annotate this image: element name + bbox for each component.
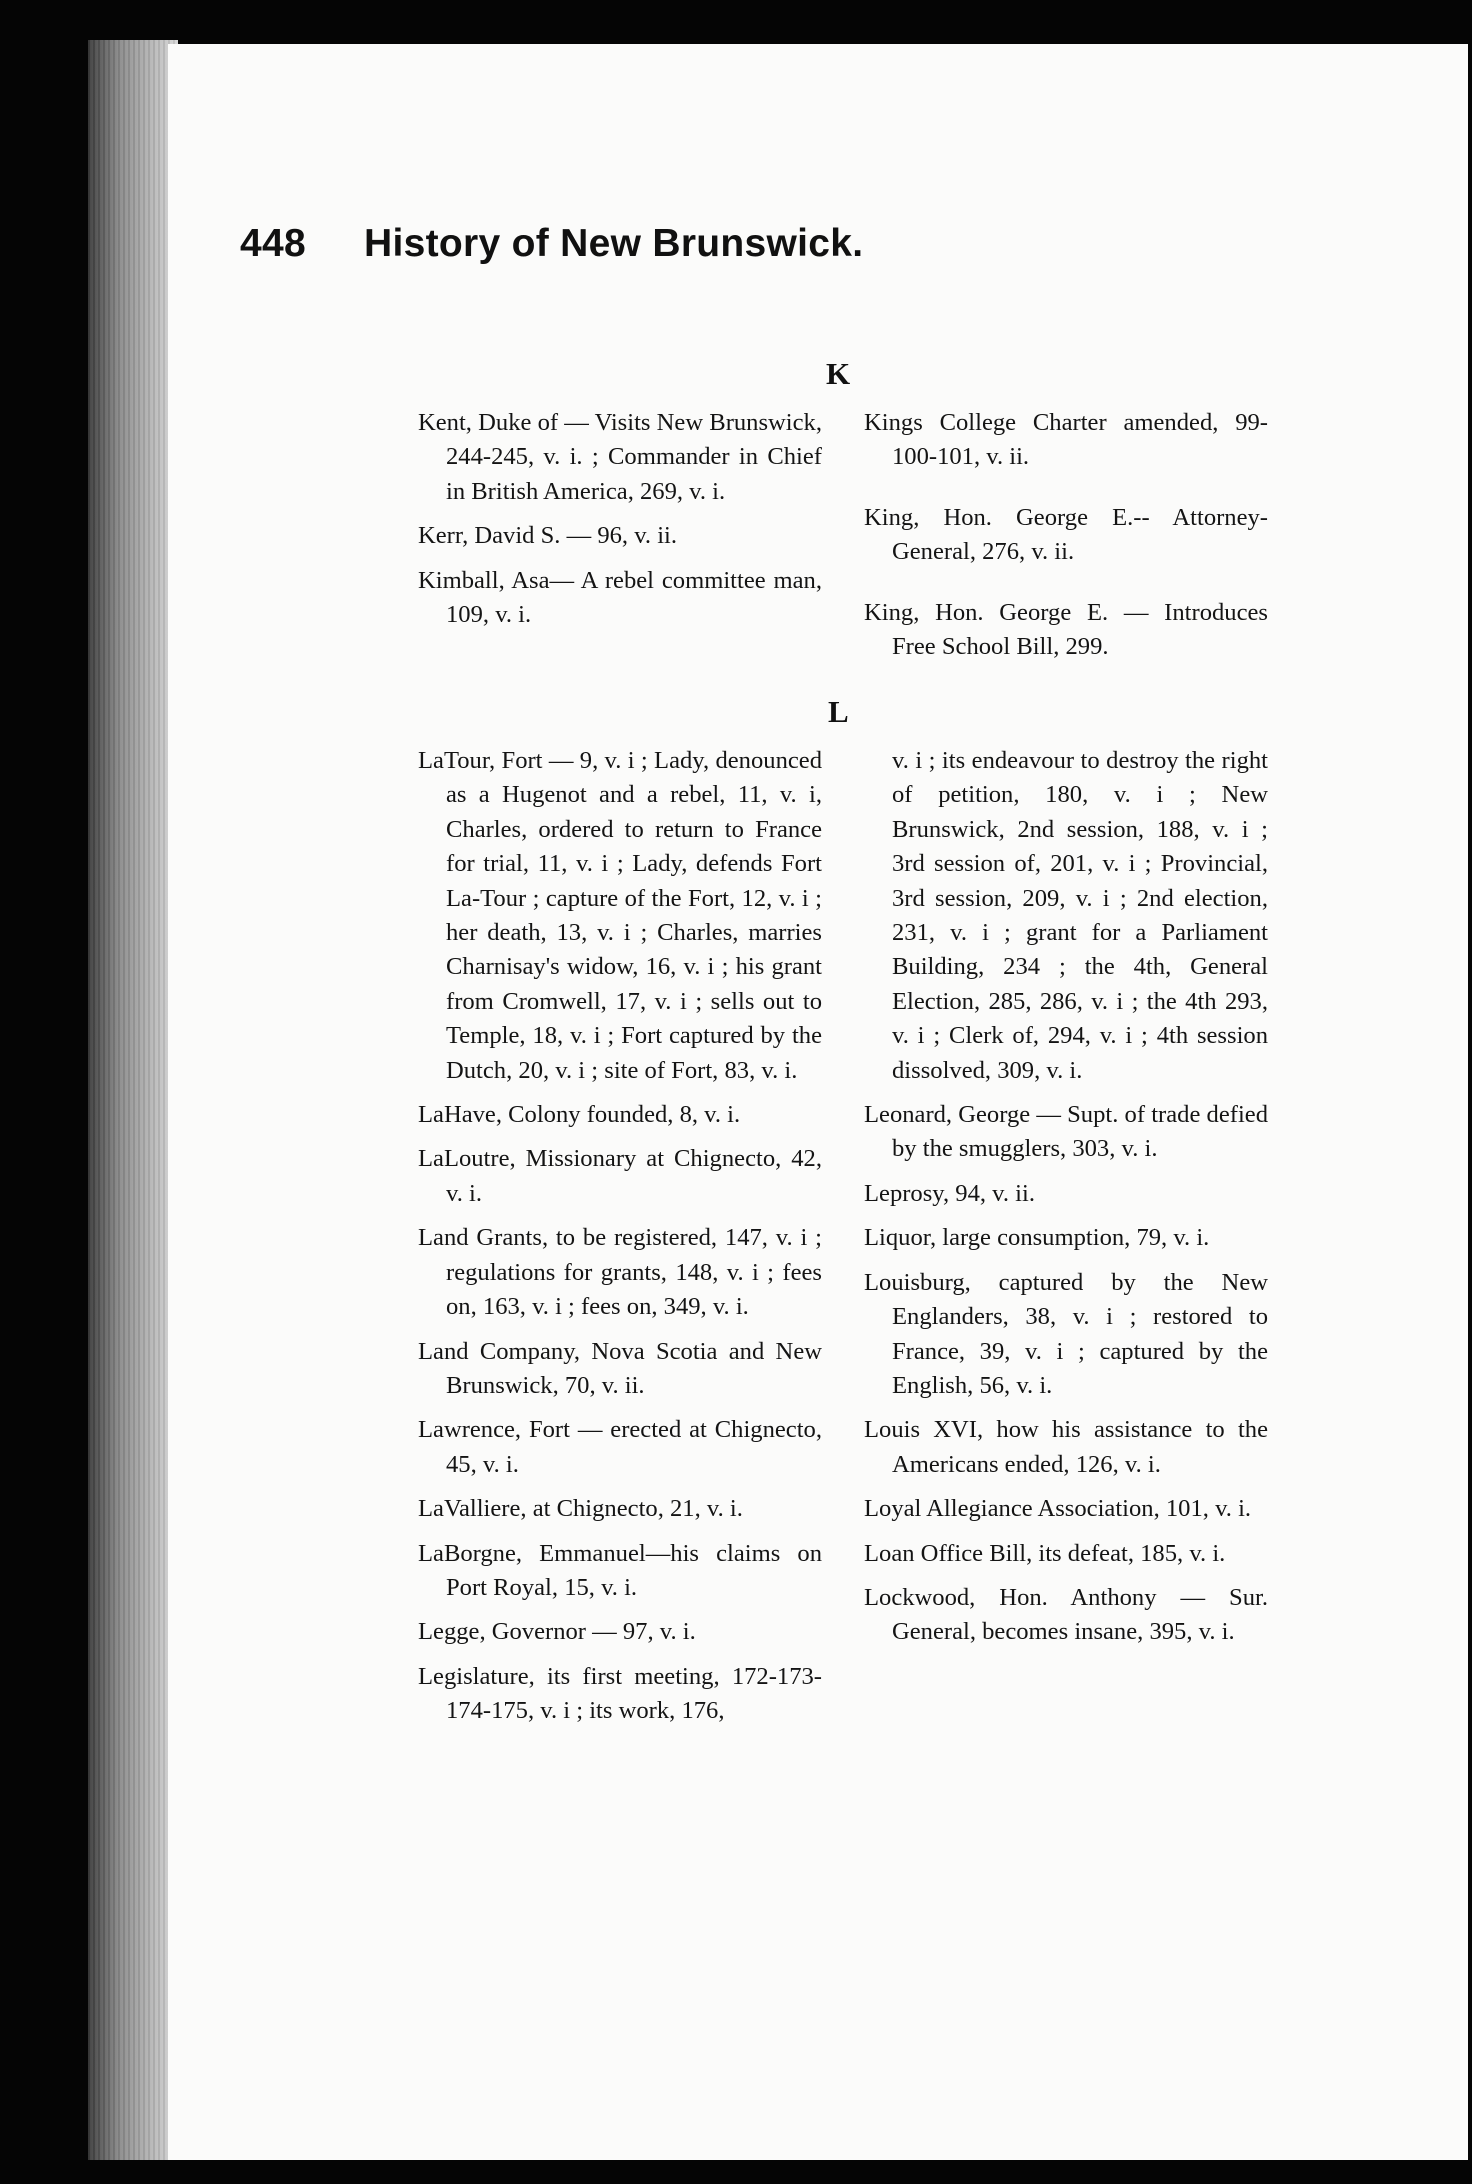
index-entry: Land Grants, to be registered, 147, v. i ; regulations for grants, 148, v. i ; fees on, 163, v. i ; fees on, 349, v. i. [418,1224,822,1321]
index-entry: Loan Office Bill, its defeat, 185, v. i. [864,1539,1226,1567]
index-entry: LaHave, Colony founded, 8, v. i. [418,1101,741,1129]
running-head [240,222,1140,266]
section-letter-l: L [828,694,849,729]
column-right-k [864,406,1268,674]
index-entry: Louis XVI, how his assistance to the Americans ended, 126, v. i. [864,1416,1268,1478]
index-entry: King, Hon. George E.-- Attorney-General, 276, v. ii. [864,503,1268,566]
index-entry: Kent, Duke of — Visits New Brunswick, 244-245, v. i. ; Commander in Chief in British America, 269, v. i. [418,409,822,505]
column-left-l [418,744,822,1739]
index-entry: LaLoutre, Missionary at Chignecto, 42, v. i. [418,1145,822,1207]
index-entry: Leonard, George — Supt. of trade defied by the smugglers, 303, v. i. [864,1101,1268,1163]
column-right-l [864,744,1268,1660]
column-left-k [418,406,822,642]
index-entry: Lockwood, Hon. Anthony — Sur. General, becomes insane, 395, v. i. [864,1583,1268,1646]
index-entry: Land Company, Nova Scotia and New Brunswick, 70, v. ii. [418,1337,822,1399]
index-entry: LaBorgne, Emmanuel—his claims on Port Royal, 15, v. i. [418,1539,822,1601]
index-entry: Legge, Governor — 97, v. i. [418,1618,696,1646]
index-entry: Legislature, its first meeting, 172-173-174-175, v. i ; its work, 176, [418,1662,822,1725]
index-entry: Kerr, David S. — 96, v. ii. [418,522,678,550]
index-entry: Kings College Charter amended, 99-100-101, v. ii. [864,409,1268,471]
index-entry: Louisburg, captured by the New Englanders, 38, v. i ; restored to France, 39, v. i ; captured by the English, 56, v. i. [864,1268,1268,1399]
section-letter-k: K [826,356,851,391]
index-entry: LaValliere, at Chignecto, 21, v. i. [418,1495,743,1523]
index-entry-continued: v. i ; its endeavour to destroy the right of petition, 180, v. i ; New Brunswick, 2nd session, 188, v. i ; 3rd session of, 201, v. i ; Provincial, 3rd session, 209, v. i ; 2nd election, 231, v. i ; grant for a Parliament Building, 234 ; the 4th, General Election, 285, 286, v. i ; the 4th 293, v. i ; Clerk of, 294, v. i ; 4th session dissolved, 309, v. i. [892,747,1268,1084]
index-entry: Liquor, large consumption, 79, v. i. [864,1224,1210,1252]
index-entry: Lawrence, Fort — erected at Chignecto, 45, v. i. [418,1416,822,1478]
running-title: History of New Brunswick. [363,222,864,265]
index-entry: Kimball, Asa— A rebel committee man, 109, v. i. [418,566,822,629]
index-entry: Loyal Allegiance Association, 101, v. i. [864,1495,1252,1523]
book-page-edges [88,40,178,2160]
index-entry: Leprosy, 94, v. ii. [864,1179,1035,1207]
page-number: 448 [240,222,306,265]
index-entry: King, Hon. George E. — Introduces Free School Bill, 299. [864,598,1268,661]
index-entry: LaTour, Fort — 9, v. i ; Lady, denounced as a Hugenot and a rebel, 11, v. i, Charles, ordered to return to France for trial, 11, v. i ; Lady, defends Fort La-Tour ; capture of the Fort, 12, v. i ; her death, 13, v. i ; Charles, marries Charnisay's widow, 16, v. i ; his grant from Cromwell, 17, v. i ; sells out to Temple, 18, v. i ; Fort captured by the Dutch, 20, v. i ; site of Fort, 83, v. i. [418,747,822,1084]
